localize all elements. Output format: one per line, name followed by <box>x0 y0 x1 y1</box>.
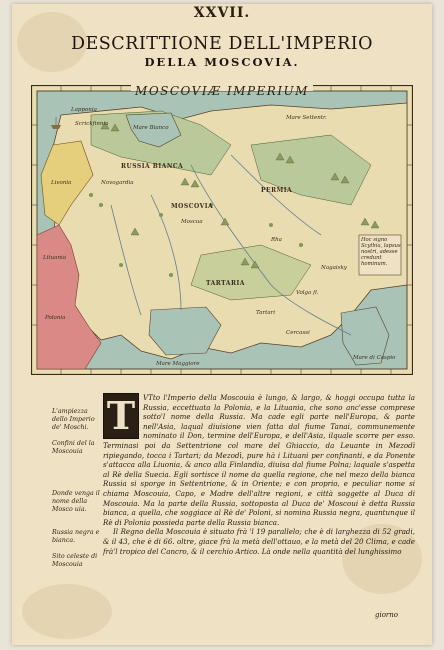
map-label-moscua: Moscua <box>181 219 203 225</box>
map-label-lituania: Lituania <box>43 255 67 261</box>
map-label-mare-maggiore: Mare Maggiore <box>156 361 200 367</box>
map-label-mare-settentrionale: Mare Settentr. <box>286 115 327 121</box>
map-label-mare-caspio: Mare di Caspio <box>353 355 396 361</box>
map-label-tartari: Tartari <box>256 310 276 316</box>
drop-cap-initial: T <box>103 393 139 439</box>
map-label-volga: Volga fl. <box>296 290 319 296</box>
map-label-russia-bianca: RUSSIA BIANCA <box>121 163 184 170</box>
page-title: DESCRITTIONE DELL'IMPERIO <box>70 34 374 54</box>
margin-note-ampiezza: L'ampiezza dello Imperio de' Moschi. <box>52 408 95 431</box>
page-number: XXVII. <box>193 5 251 21</box>
map-cartouche-title: MOSCOVIÆ IMPERIUM <box>135 84 309 98</box>
margin-note-nome: Donde venga il nome della Mosco uia. <box>52 490 100 513</box>
page-subtitle: DELLA MOSCOVIA. <box>144 55 300 69</box>
foxing-stain <box>22 584 112 639</box>
margin-note-confini: Confini del la Moscouia <box>52 440 95 455</box>
map-label-nagaisky: Nagaisky <box>321 265 347 271</box>
map-label-permia: PERMIA <box>261 187 293 194</box>
map-label-mare-bianco: Mare Bianco <box>133 125 169 131</box>
body-text <box>103 393 415 556</box>
map-label-moscovia: MOSCOVIA <box>171 203 214 210</box>
map-label-lapponia: Lapponia <box>71 107 97 113</box>
map-label-tartaria: TARTARIA <box>206 280 245 287</box>
map-label-novogardia: Novogardia <box>101 180 134 186</box>
map-label-rha: Rha <box>271 237 282 243</box>
catchword: giorno <box>375 611 399 619</box>
margin-note-russia: Russia negra e bianca. <box>52 529 100 544</box>
map-engraving <box>31 85 413 375</box>
map-label-livonia: Livonia <box>51 180 72 186</box>
map-label-cercassi: Cercassi <box>286 330 310 336</box>
margin-note-sito: Sito celeste di Moscouia <box>52 553 98 568</box>
map-label-polonia: Polonia <box>45 315 66 321</box>
body-paragraph-1: VTto l'Imperio della Moscouia è lungo, & largo, & hoggi occupa tutta la Russia, eccettuata la Polonia, e la Lituania, che sono anc'esse comprese sotto'l nome della Russia. Ma cade egli parte nell'Europa, & parte nell'Asia, laqual diuisione vien fatta dal fiume Tanai, communemente nominato il Don, termine dell'Europa, e dell'Asia, ilquale scorre per esso. Terminasi poi da Settentrione col mare del Ghiaccio, da Leuante in Mezodì ripiegando, tocca i Tartari; da Mezodì, pure hà i Lituani per confinanti, e da Ponente s'attacca alla Liuonia, & anco alla Finlandia, diuisa dal fiume Polna; laquale s'aspetta al Rè della Suecia. Egli sortisce il nome da quella regione, che nel mezo della bianca Russia si sporge in Settentrione, & in Oriente; e con proprio, e peculiar nome si chiama Moscouia, Capo, e Madre dell'altre regioni, e città soggette al Duca di Moscouia. Ma la parte della Russia, sottoposta al Duca de' Moscoui è detta Russia bianca, a quella, che soggiace al Rè de' Poloni, si nomina Russia negra, quantunque il Rè di Polonia possieda parte della Russia bianca. <box>103 393 415 527</box>
map-corona-note: Hoc signo Scythia, lapsus nostri, adesse credunt hominum. <box>361 237 401 267</box>
map-figure <box>31 85 413 375</box>
body-paragraph-2: Il Regno della Moscouia è situato frà 'l 19 parallelo; che è di larghezza di 52 gradi, & il 43, che è di 66. oltre, giace frà la metà dell'ottauo, e la metà del 20 Clima, e cade frà'l tropico del Cancro, & il cerchio Artico. Là onde nella quantità del lunghissimo <box>103 527 415 556</box>
map-label-scrickfinnia: Scrickfinnia <box>75 121 109 127</box>
